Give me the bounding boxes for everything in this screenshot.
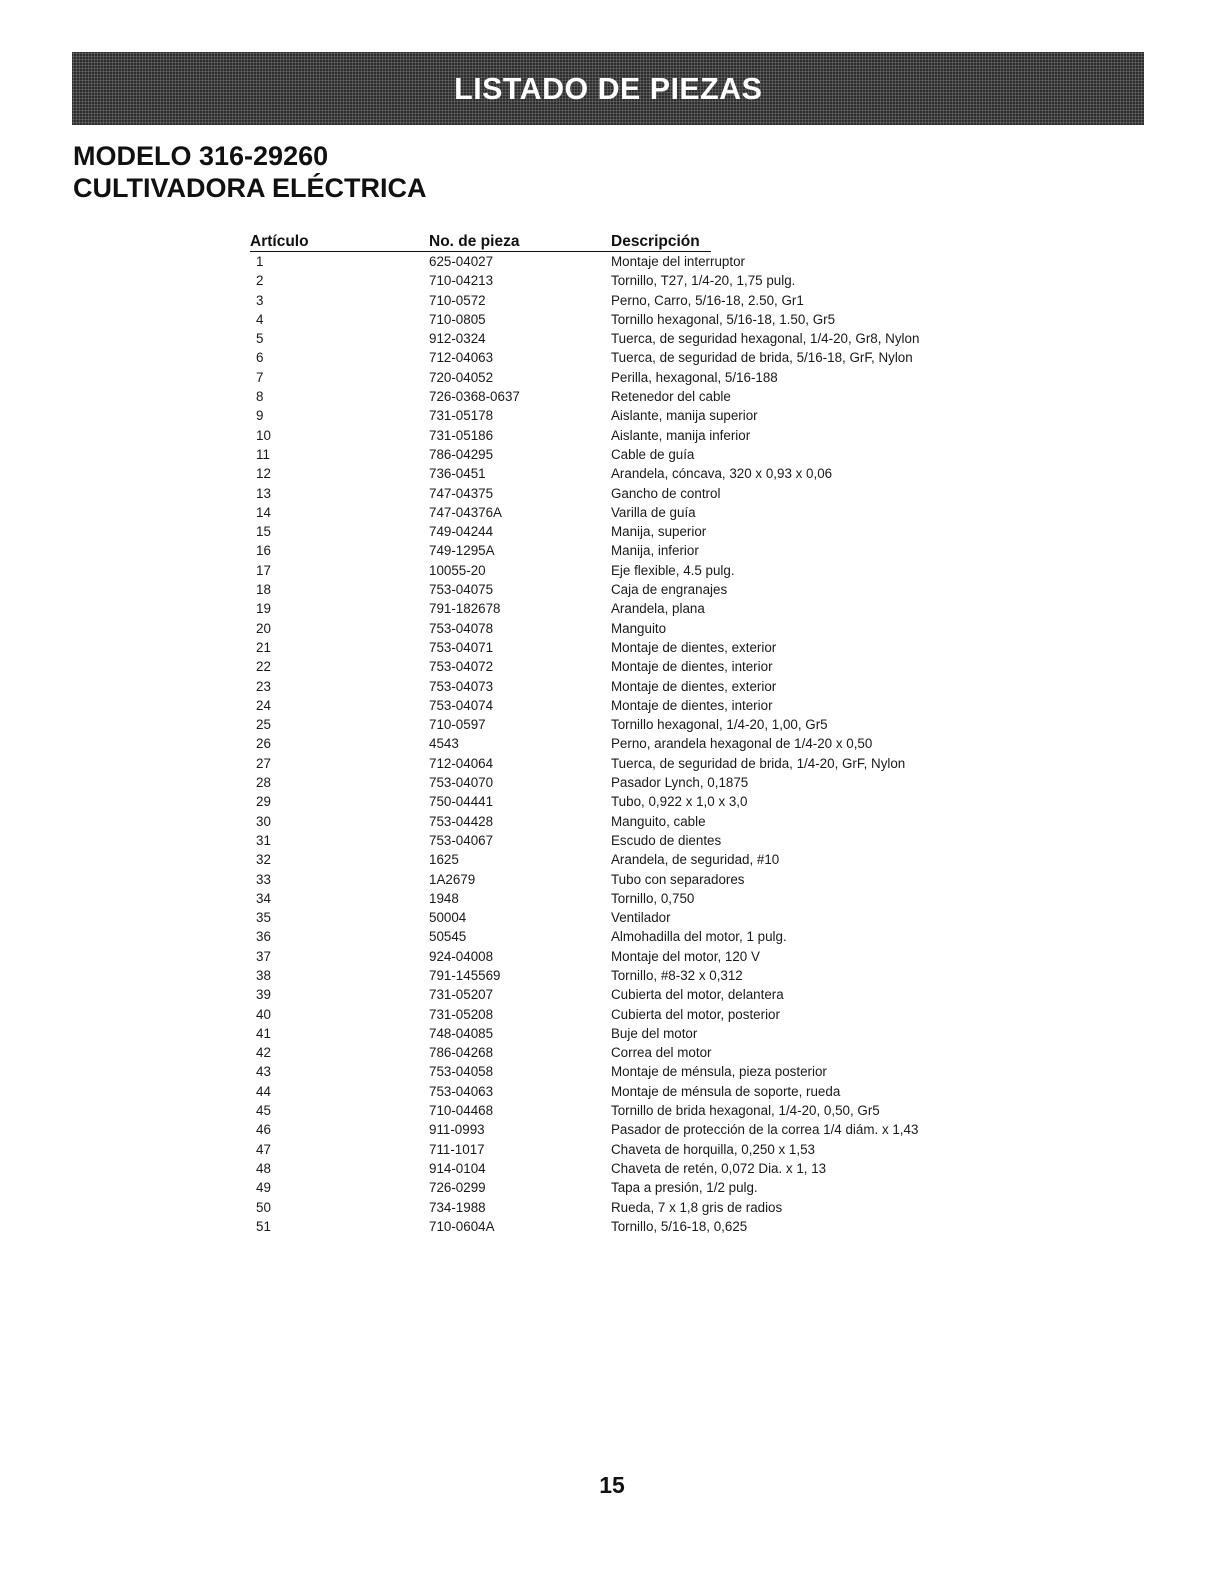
part-number-cell: 753-04073 xyxy=(429,678,494,694)
table-row xyxy=(250,445,919,464)
description-cell: Montaje del interruptor xyxy=(611,254,745,269)
part-number-cell: 786-04295 xyxy=(429,446,494,462)
table-row xyxy=(250,715,919,734)
article-cell: 7 xyxy=(256,369,264,385)
part-number-cell: 753-04063 xyxy=(429,1083,494,1099)
description-cell: Varilla de guía xyxy=(611,504,696,520)
part-number-cell: 710-0572 xyxy=(429,292,486,308)
description-cell: Tapa a presión, 1/2 pulg. xyxy=(611,1180,758,1196)
table-row xyxy=(250,252,919,271)
part-number-cell: 791-145569 xyxy=(429,967,501,983)
part-number-cell: 1948 xyxy=(429,890,459,906)
article-cell: 38 xyxy=(256,967,271,983)
description-cell: Cable de guía xyxy=(611,446,695,462)
table-row xyxy=(250,503,919,522)
article-cell: 37 xyxy=(256,948,271,964)
article-cell: 47 xyxy=(256,1141,271,1157)
description-cell: Tornillo hexagonal, 1/4-20, 1,00, Gr5 xyxy=(611,717,828,733)
table-row xyxy=(250,1043,919,1062)
article-cell: 8 xyxy=(256,389,264,405)
description-cell: Chaveta de retén, 0,072 Dia. x 1, 13 xyxy=(611,1160,827,1176)
part-number-cell: 1625 xyxy=(429,852,459,868)
description-cell: Manija, inferior xyxy=(611,543,699,559)
part-number-cell: 753-04071 xyxy=(429,639,494,655)
description-cell: Tornillo hexagonal, 5/16-18, 1.50, Gr5 xyxy=(611,311,836,327)
description-cell: Manguito xyxy=(611,620,667,636)
description-cell: Pasador Lynch, 0,1875 xyxy=(611,775,749,791)
article-cell: 31 xyxy=(256,832,271,848)
table-row xyxy=(250,831,919,850)
header-description xyxy=(609,232,919,252)
description-cell: Montaje de dientes, exterior xyxy=(611,639,777,655)
description-cell: Tubo con separadores xyxy=(611,871,745,887)
article-cell: 43 xyxy=(256,1064,271,1080)
article-cell: 20 xyxy=(256,620,271,636)
description-cell: Tuerca, de seguridad hexagonal, 1/4-20, Gr8, Nylon xyxy=(611,331,920,347)
table-row xyxy=(250,985,919,1004)
part-number-cell: 731-05178 xyxy=(429,408,494,424)
article-cell: 5 xyxy=(256,331,264,347)
table-row xyxy=(250,696,919,715)
article-cell: 19 xyxy=(256,601,271,617)
table-row xyxy=(250,677,919,696)
parts-table xyxy=(250,232,919,1236)
header-description-label: Descripción xyxy=(609,233,711,252)
article-cell: 12 xyxy=(256,466,271,482)
part-number-cell: 753-04428 xyxy=(429,813,494,829)
part-number-cell: 710-0597 xyxy=(429,717,486,733)
description-cell: Retenedor del cable xyxy=(611,389,731,405)
header-part-no xyxy=(427,232,609,252)
table-row xyxy=(250,1178,919,1197)
header-article xyxy=(250,232,427,252)
table-row xyxy=(250,966,919,985)
description-cell: Perno, Carro, 5/16-18, 2.50, Gr1 xyxy=(611,292,804,308)
article-cell: 25 xyxy=(256,717,271,733)
article-cell: 1 xyxy=(256,254,264,269)
article-cell: 2 xyxy=(256,273,264,289)
part-number-cell: 711-1017 xyxy=(429,1141,485,1157)
table-row xyxy=(250,619,919,638)
part-number-cell: 747-04375 xyxy=(429,485,494,501)
description-cell: Ventilador xyxy=(611,910,671,926)
description-cell: Montaje de ménsula de soporte, rueda xyxy=(611,1083,841,1099)
article-cell: 51 xyxy=(256,1218,271,1234)
table-row xyxy=(250,870,919,889)
part-number-cell: 753-04067 xyxy=(429,832,494,848)
part-number-cell: 726-0368-0637 xyxy=(429,389,520,405)
article-cell: 30 xyxy=(256,813,271,829)
part-number-cell: 753-04074 xyxy=(429,697,494,713)
article-cell: 45 xyxy=(256,1103,271,1119)
banner-title: LISTADO DE PIEZAS xyxy=(453,70,763,106)
table-row xyxy=(250,927,919,946)
description-cell: Arandela, cóncava, 320 x 0,93 x 0,06 xyxy=(611,466,833,482)
article-cell: 23 xyxy=(256,678,271,694)
part-number-cell: 4543 xyxy=(429,736,459,752)
description-cell: Montaje de ménsula, pieza posterior xyxy=(611,1064,827,1080)
table-row xyxy=(250,561,919,580)
description-cell: Aislante, manija superior xyxy=(611,408,758,424)
description-cell: Tornillo, T27, 1/4-20, 1,75 pulg. xyxy=(611,273,796,289)
model-title: MODELO 316-29260 xyxy=(73,141,329,171)
article-cell: 33 xyxy=(256,871,271,887)
part-number-cell: 911-0993 xyxy=(429,1122,485,1138)
table-row xyxy=(250,329,919,348)
article-cell: 39 xyxy=(256,987,271,1003)
article-cell: 21 xyxy=(256,639,271,655)
description-cell: Almohadilla del motor, 1 pulg. xyxy=(611,929,787,945)
description-cell: Arandela, de seguridad, #10 xyxy=(611,852,780,868)
article-cell: 28 xyxy=(256,775,271,791)
description-cell: Tuerca, de seguridad de brida, 1/4-20, GrF, Nylon xyxy=(611,755,906,771)
table-row xyxy=(250,522,919,541)
description-cell: Escudo de dientes xyxy=(611,832,722,848)
header-part-no-label: No. de pieza xyxy=(427,233,609,252)
description-cell: Gancho de control xyxy=(611,485,721,501)
article-cell: 48 xyxy=(256,1160,271,1176)
table-header-row xyxy=(250,232,919,252)
table-row xyxy=(250,348,919,367)
article-cell: 44 xyxy=(256,1083,271,1099)
table-row xyxy=(250,638,919,657)
description-cell: Buje del motor xyxy=(611,1025,698,1041)
table-row xyxy=(250,792,919,811)
description-cell: Tornillo, #8-32 x 0,312 xyxy=(611,967,743,983)
description-cell: Aislante, manija inferior xyxy=(611,427,751,443)
part-number-cell: 749-1295A xyxy=(429,543,495,559)
part-number-cell: 924-04008 xyxy=(429,948,494,964)
part-number-cell: 734-1988 xyxy=(429,1199,486,1215)
article-cell: 27 xyxy=(256,755,271,771)
description-cell: Montaje de dientes, exterior xyxy=(611,678,777,694)
article-cell: 32 xyxy=(256,852,271,868)
description-cell: Manguito, cable xyxy=(611,813,706,829)
description-cell: Chaveta de horquilla, 0,250 x 1,53 xyxy=(611,1141,815,1157)
table-row xyxy=(250,426,919,445)
table-row xyxy=(250,368,919,387)
part-number-cell: 912-0324 xyxy=(429,331,486,347)
table-row xyxy=(250,773,919,792)
table-row xyxy=(250,580,919,599)
part-number-cell: 720-04052 xyxy=(429,369,494,385)
article-cell: 22 xyxy=(256,659,271,675)
table-row xyxy=(250,387,919,406)
part-number-cell: 747-04376A xyxy=(429,504,502,520)
product-title: CULTIVADORA ELÉCTRICA xyxy=(73,173,427,203)
article-cell: 13 xyxy=(256,485,271,501)
part-number-cell: 731-05207 xyxy=(429,987,494,1003)
table-row xyxy=(250,889,919,908)
article-cell: 16 xyxy=(256,543,271,559)
description-cell: Caja de engranajes xyxy=(611,582,728,598)
table-row xyxy=(250,734,919,753)
article-cell: 49 xyxy=(256,1180,271,1196)
part-number-cell: 786-04268 xyxy=(429,1045,494,1061)
article-cell: 46 xyxy=(256,1122,271,1138)
description-cell: Tubo, 0,922 x 1,0 x 3,0 xyxy=(611,794,748,810)
table-row xyxy=(250,464,919,483)
part-number-cell: 731-05186 xyxy=(429,427,494,443)
table-row xyxy=(250,599,919,618)
table-row xyxy=(250,484,919,503)
article-cell: 18 xyxy=(256,582,271,598)
description-cell: Tuerca, de seguridad de brida, 5/16-18, GrF, Nylon xyxy=(611,350,913,366)
part-number-cell: 753-04070 xyxy=(429,775,494,791)
description-cell: Arandela, plana xyxy=(611,601,705,617)
part-number-cell: 753-04058 xyxy=(429,1064,494,1080)
table-row xyxy=(250,1217,919,1236)
description-cell: Manija, superior xyxy=(611,524,707,540)
table-row xyxy=(250,1005,919,1024)
table-row xyxy=(250,1140,919,1159)
article-cell: 3 xyxy=(256,292,264,308)
article-cell: 17 xyxy=(256,562,271,578)
article-cell: 34 xyxy=(256,890,271,906)
article-cell: 41 xyxy=(256,1025,271,1041)
part-number-cell: 753-04072 xyxy=(429,659,494,675)
table-row xyxy=(250,541,919,560)
table-row xyxy=(250,657,919,676)
part-number-cell: 712-04063 xyxy=(429,350,494,366)
part-number-cell: 914-0104 xyxy=(429,1160,486,1176)
description-cell: Perilla, hexagonal, 5/16-188 xyxy=(611,369,778,385)
table-row xyxy=(250,1024,919,1043)
article-cell: 26 xyxy=(256,736,271,752)
page-number: 15 xyxy=(599,1472,625,1498)
table-row xyxy=(250,1120,919,1139)
article-cell: 15 xyxy=(256,524,271,540)
description-cell: Tornillo, 0,750 xyxy=(611,890,695,906)
part-number-cell: 749-04244 xyxy=(429,524,494,540)
part-number-cell: 712-04064 xyxy=(429,755,494,771)
part-number-cell: 791-182678 xyxy=(429,601,501,617)
table-row xyxy=(250,754,919,773)
part-number-cell: 736-0451 xyxy=(429,466,486,482)
table-row xyxy=(250,1198,919,1217)
part-number-cell: 750-04441 xyxy=(429,794,494,810)
article-cell: 36 xyxy=(256,929,271,945)
header-article-label: Artículo xyxy=(250,233,427,252)
page-heading xyxy=(73,140,426,204)
part-number-cell: 710-04468 xyxy=(429,1103,494,1119)
article-cell: 10 xyxy=(256,427,271,443)
table-row xyxy=(250,850,919,869)
description-cell: Montaje de dientes, interior xyxy=(611,697,773,713)
part-number-cell: 710-04213 xyxy=(429,273,494,289)
part-number-cell: 10055-20 xyxy=(429,562,486,578)
description-cell: Perno, arandela hexagonal de 1/4-20 x 0,50 xyxy=(611,736,873,752)
part-number-cell: 50004 xyxy=(429,910,467,926)
description-cell: Pasador de protección de la correa 1/4 diám. x 1,43 xyxy=(611,1122,919,1138)
table-row xyxy=(250,310,919,329)
article-cell: 14 xyxy=(256,504,271,520)
description-cell: Correa del motor xyxy=(611,1045,712,1061)
description-cell: Montaje de dientes, interior xyxy=(611,659,773,675)
table-row xyxy=(250,1159,919,1178)
article-cell: 4 xyxy=(256,311,264,327)
article-cell: 40 xyxy=(256,1006,271,1022)
part-number-cell: 710-0604A xyxy=(429,1218,495,1234)
part-number-cell: 625-04027 xyxy=(429,254,494,269)
table-row xyxy=(250,271,919,290)
description-cell: Eje flexible, 4.5 pulg. xyxy=(611,562,735,578)
article-cell: 11 xyxy=(256,446,270,462)
part-number-cell: 731-05208 xyxy=(429,1006,494,1022)
table-row xyxy=(250,947,919,966)
table-row xyxy=(250,1082,919,1101)
article-cell: 24 xyxy=(256,697,271,713)
table-row xyxy=(250,1062,919,1081)
description-cell: Cubierta del motor, delantera xyxy=(611,987,784,1003)
description-cell: Cubierta del motor, posterior xyxy=(611,1006,780,1022)
table-row xyxy=(250,812,919,831)
table-row xyxy=(250,406,919,425)
part-number-cell: 748-04085 xyxy=(429,1025,494,1041)
article-cell: 35 xyxy=(256,910,271,926)
part-number-cell: 753-04075 xyxy=(429,582,494,598)
article-cell: 6 xyxy=(256,350,264,366)
part-number-cell: 50545 xyxy=(429,929,467,945)
table-row xyxy=(250,1101,919,1120)
article-cell: 42 xyxy=(256,1045,271,1061)
section-banner xyxy=(72,52,1144,125)
parts-table-body xyxy=(250,252,919,1236)
description-cell: Montaje del motor, 120 V xyxy=(611,948,760,964)
part-number-cell: 710-0805 xyxy=(429,311,486,327)
part-number-cell: 726-0299 xyxy=(429,1180,486,1196)
table-row xyxy=(250,908,919,927)
description-cell: Rueda, 7 x 1,8 gris de radios xyxy=(611,1199,783,1215)
article-cell: 29 xyxy=(256,794,271,810)
description-cell: Tornillo de brida hexagonal, 1/4-20, 0,50, Gr5 xyxy=(611,1103,880,1119)
part-number-cell: 1A2679 xyxy=(429,871,476,887)
part-number-cell: 753-04078 xyxy=(429,620,494,636)
description-cell: Tornillo, 5/16-18, 0,625 xyxy=(611,1218,748,1234)
article-cell: 9 xyxy=(256,408,264,424)
article-cell: 50 xyxy=(256,1199,271,1215)
table-row xyxy=(250,291,919,310)
